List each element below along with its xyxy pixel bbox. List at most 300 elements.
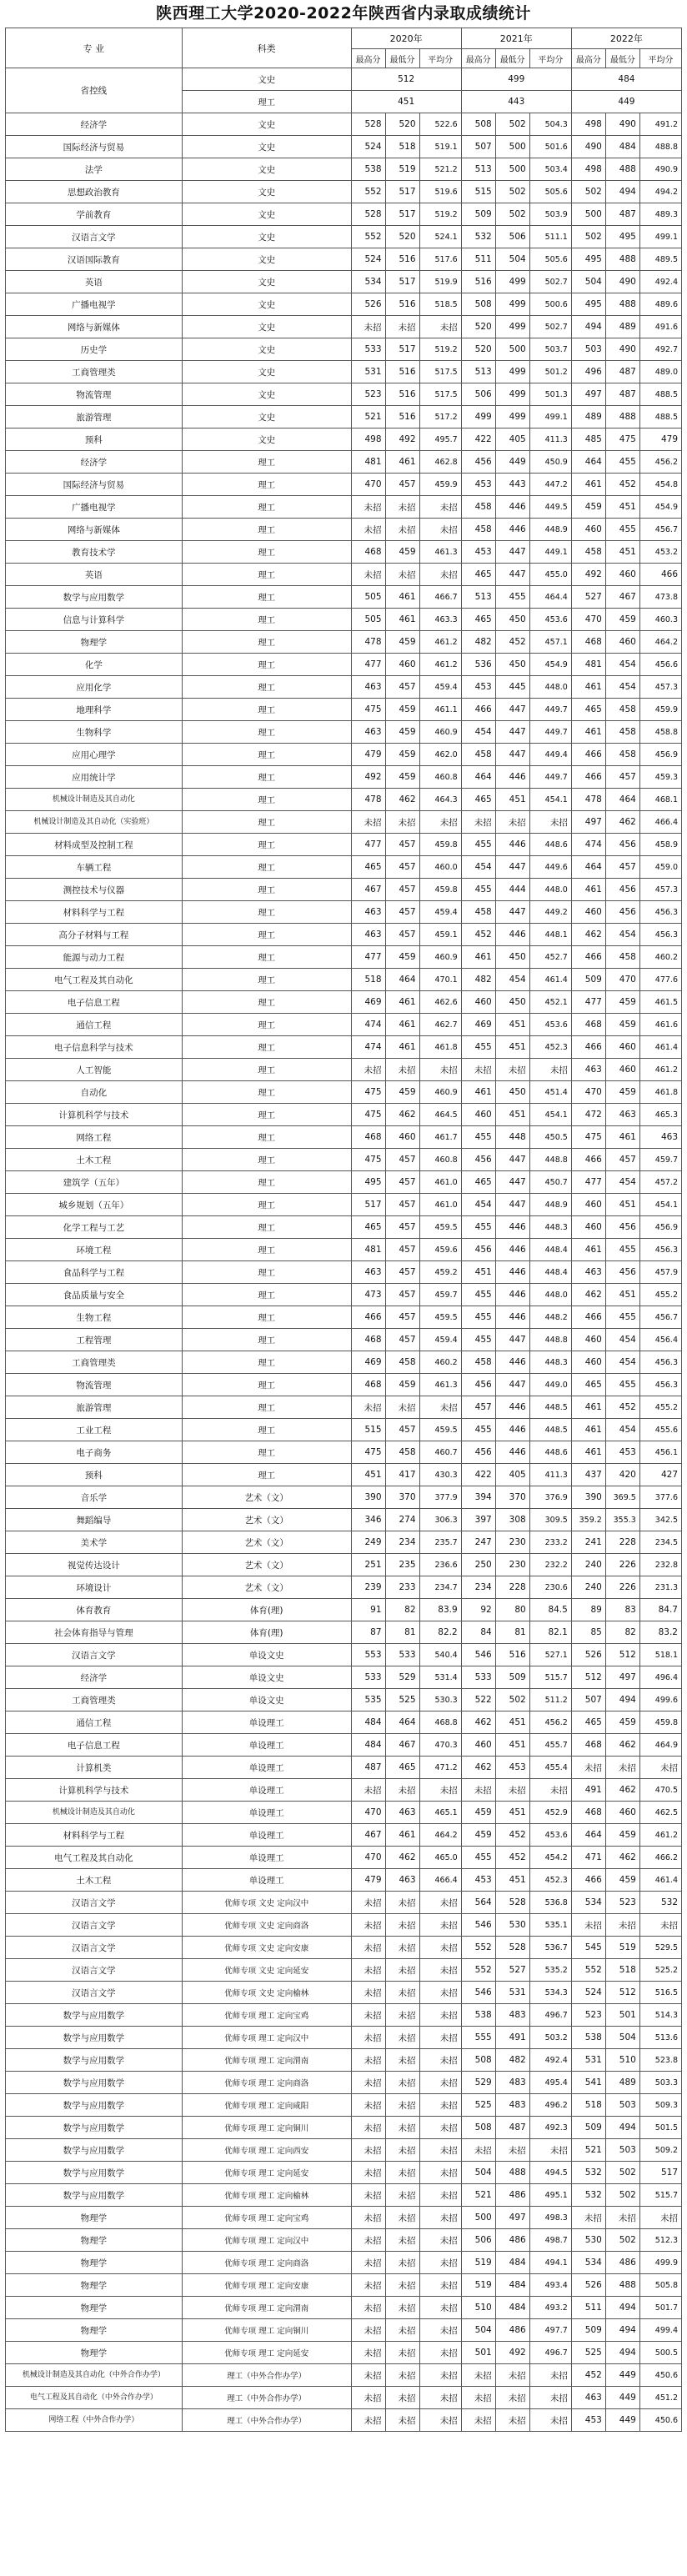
- cell-avg-2020: 459.8: [419, 879, 461, 901]
- cell-major: 电子信息工程: [6, 1734, 183, 1757]
- cell-min-2020: 457: [385, 1419, 419, 1441]
- cell-max-2021: 451: [461, 1261, 495, 1284]
- cell-major: 社会体育指导与管理: [6, 1621, 183, 1644]
- table-row: [6, 1126, 682, 1149]
- cell-max-2022: 465: [571, 699, 605, 721]
- cell-category: 理工: [182, 969, 351, 991]
- cell-avg-2021: 455.0: [529, 564, 571, 586]
- cell-avg-2021: 535.2: [529, 1959, 571, 1982]
- cell-min-2021: 447: [495, 1149, 529, 1171]
- cell-avg-2022: 456.6: [639, 654, 681, 676]
- cell-major: 工商管理类: [6, 361, 183, 383]
- cell-max-2022: 526: [571, 2274, 605, 2297]
- cell-max-2020: 484: [351, 1711, 385, 1734]
- cell-major: 历史学: [6, 338, 183, 361]
- cell-category: 理工: [182, 564, 351, 586]
- cell-category: 理工: [182, 1419, 351, 1441]
- cell-avg-2022: 454.1: [639, 1194, 681, 1216]
- cell-major: 物理学: [6, 2252, 183, 2274]
- cell-max-2020: 未招: [351, 2252, 385, 2274]
- cell-max-2021: 455: [461, 1216, 495, 1239]
- cell-avg-2022: 513.6: [639, 2027, 681, 2049]
- cell-category: 艺术（文）: [182, 1509, 351, 1531]
- table-row: [6, 451, 682, 474]
- cell-min-2021: 230: [495, 1531, 529, 1554]
- cell-max-2021: 未招: [461, 2364, 495, 2387]
- cell-category: 理工: [182, 631, 351, 654]
- cell-avg-2021: 448.9: [529, 1194, 571, 1216]
- cell-min-2021: 502: [495, 113, 529, 136]
- cell-major: 计算机科学与技术: [6, 1779, 183, 1802]
- cell-min-2020: 未招: [385, 1914, 419, 1937]
- cell-category: 理工: [182, 1284, 351, 1306]
- cell-avg-2020: 未招: [419, 496, 461, 519]
- cell-max-2021: 461: [461, 946, 495, 969]
- cell-min-2022: 460: [605, 1036, 639, 1059]
- cell-min-2020: 未招: [385, 2319, 419, 2342]
- cell-min-2022: 494: [605, 2342, 639, 2364]
- cell-major: 土木工程: [6, 1869, 183, 1892]
- cell-min-2021: 446: [495, 834, 529, 856]
- cell-avg-2022: 499.9: [639, 2252, 681, 2274]
- cell-avg-2021: 496.2: [529, 2094, 571, 2117]
- cell-avg-2022: 456.2: [639, 451, 681, 474]
- table-row: [6, 136, 682, 158]
- cell-min-2022: 512: [605, 1982, 639, 2004]
- cell-min-2021: 446: [495, 924, 529, 946]
- table-row: [6, 834, 682, 856]
- table-row: [6, 1171, 682, 1194]
- cell-max-2020: 465: [351, 1216, 385, 1239]
- cell-max-2020: 未招: [351, 2319, 385, 2342]
- cell-min-2020: 462: [385, 1104, 419, 1126]
- cell-min-2022: 490: [605, 338, 639, 361]
- cell-min-2022: 459: [605, 1711, 639, 1734]
- cell-max-2020: 534: [351, 271, 385, 293]
- cell-major: 舞蹈编导: [6, 1509, 183, 1531]
- cell-major: 通信工程: [6, 1711, 183, 1734]
- cell-min-2022: 494: [605, 2117, 639, 2139]
- cell-min-2020: 457: [385, 676, 419, 699]
- cell-min-2020: 461: [385, 1014, 419, 1036]
- cell-category: 优师专项 理工 定向宝鸡: [182, 2207, 351, 2229]
- cell-max-2020: 470: [351, 1847, 385, 1869]
- cell-category: 理工: [182, 991, 351, 1014]
- cell-max-2021: 462: [461, 1711, 495, 1734]
- cell-max-2020: 533: [351, 1666, 385, 1689]
- cell-category: 文史: [182, 428, 351, 451]
- cell-max-2022: 437: [571, 1464, 605, 1486]
- table-row: [6, 901, 682, 924]
- cell-major: 教育技术学: [6, 541, 183, 564]
- cell-avg-2020: 未招: [419, 564, 461, 586]
- cell-min-2020: 234: [385, 1531, 419, 1554]
- cell-category: 优师专项 理工 定向商洛: [182, 2072, 351, 2094]
- cell-major: 电气工程及其自动化（中外合作办学）: [6, 2387, 183, 2409]
- cell-max-2022: 241: [571, 1531, 605, 1554]
- cell-avg-2022: 456.3: [639, 1351, 681, 1374]
- cell-max-2022: 466: [571, 744, 605, 766]
- cell-max-2020: 531: [351, 361, 385, 383]
- cell-avg-2020: 519.6: [419, 181, 461, 203]
- cell-min-2021: 451: [495, 1014, 529, 1036]
- cell-avg-2020: 未招: [419, 316, 461, 338]
- cell-min-2020: 457: [385, 1239, 419, 1261]
- header-year-2022: 2022年: [571, 28, 681, 49]
- cell-avg-2021: 455.4: [529, 1757, 571, 1779]
- cell-avg-2022: 454.9: [639, 496, 681, 519]
- cell-avg-2020: 未招: [419, 1779, 461, 1802]
- cell-min-2021: 未招: [495, 2139, 529, 2162]
- cell-major: 机械设计制造及其自动化: [6, 789, 183, 811]
- cell-min-2020: 529: [385, 1666, 419, 1689]
- table-row: [6, 946, 682, 969]
- cell-max-2020: 475: [351, 699, 385, 721]
- cell-avg-2021: 411.3: [529, 1464, 571, 1486]
- cell-avg-2020: 461.3: [419, 541, 461, 564]
- cell-avg-2021: 454.1: [529, 789, 571, 811]
- cell-major: 城乡规划（五年）: [6, 1194, 183, 1216]
- header-min: 最低分: [605, 49, 639, 68]
- control-line-row: [6, 68, 682, 91]
- cell-min-2021: 486: [495, 2184, 529, 2207]
- cell-min-2022: 454: [605, 654, 639, 676]
- cell-min-2021: 228: [495, 1576, 529, 1599]
- cell-min-2020: 516: [385, 248, 419, 271]
- table-row: [6, 1531, 682, 1554]
- cell-min-2021: 506: [495, 226, 529, 248]
- cell-avg-2020: 未招: [419, 2297, 461, 2319]
- cell-category: 单设理工: [182, 1779, 351, 1802]
- cell-avg-2021: 376.9: [529, 1486, 571, 1509]
- cell-avg-2020: 460.7: [419, 1441, 461, 1464]
- table-row: [6, 248, 682, 271]
- cell-min-2021: 447: [495, 901, 529, 924]
- cell-major: 物理学: [6, 2229, 183, 2252]
- cell-major: 数学与应用数学: [6, 2004, 183, 2027]
- cell-avg-2021: 449.7: [529, 766, 571, 789]
- cell-avg-2020: 461.2: [419, 654, 461, 676]
- table-row: [6, 1802, 682, 1824]
- table-row: [6, 541, 682, 564]
- cell-max-2021: 455: [461, 879, 495, 901]
- cell-category: 理工: [182, 1441, 351, 1464]
- cell-category: 优师专项 理工 定向渭南: [182, 2297, 351, 2319]
- cell-min-2021: 447: [495, 541, 529, 564]
- cell-max-2022: 460: [571, 1194, 605, 1216]
- cell-min-2020: 517: [385, 203, 419, 226]
- table-row: [6, 1554, 682, 1576]
- cell-max-2020: 未招: [351, 2229, 385, 2252]
- cell-min-2022: 453: [605, 1441, 639, 1464]
- cell-category: 单设理工: [182, 1711, 351, 1734]
- cell-max-2020: 517: [351, 1194, 385, 1216]
- table-row: [6, 1284, 682, 1306]
- cell-max-2021: 未招: [461, 2139, 495, 2162]
- cell-avg-2021: 449.5: [529, 496, 571, 519]
- cell-min-2020: 516: [385, 383, 419, 406]
- cell-min-2022: 502: [605, 2184, 639, 2207]
- table-row: [6, 1959, 682, 1982]
- cell-max-2022: 524: [571, 1982, 605, 2004]
- cell-min-2021: 446: [495, 1306, 529, 1329]
- cell-avg-2022: 517: [639, 2162, 681, 2184]
- cell-max-2020: 481: [351, 451, 385, 474]
- table-row: [6, 1396, 682, 1419]
- cell-max-2021: 507: [461, 136, 495, 158]
- cell-avg-2022: 231.3: [639, 1576, 681, 1599]
- cell-min-2020: 未招: [385, 2139, 419, 2162]
- cell-avg-2021: 503.2: [529, 2027, 571, 2049]
- cell-avg-2020: 460.9: [419, 721, 461, 744]
- cell-category: 优师专项 理工 定向渭南: [182, 2049, 351, 2072]
- cell-min-2020: 533: [385, 1644, 419, 1666]
- cell-max-2021: 422: [461, 1464, 495, 1486]
- cell-avg-2020: 466.4: [419, 1869, 461, 1892]
- cell-max-2020: 470: [351, 1802, 385, 1824]
- cell-avg-2020: 466.7: [419, 586, 461, 609]
- cell-min-2021: 483: [495, 2072, 529, 2094]
- cell-max-2021: 511: [461, 248, 495, 271]
- cell-avg-2022: 464.2: [639, 631, 681, 654]
- cell-avg-2022: 468.1: [639, 789, 681, 811]
- cell-max-2022: 466: [571, 946, 605, 969]
- cell-avg-2021: 527.1: [529, 1644, 571, 1666]
- cell-max-2022: 460: [571, 901, 605, 924]
- cell-min-2020: 457: [385, 474, 419, 496]
- cell-min-2020: 457: [385, 901, 419, 924]
- cell-min-2022: 512: [605, 1644, 639, 1666]
- cell-max-2021: 519: [461, 2252, 495, 2274]
- cell-max-2021: 513: [461, 586, 495, 609]
- cell-min-2020: 457: [385, 1261, 419, 1284]
- cell-min-2020: 459: [385, 1081, 419, 1104]
- cell-major: 生物科学: [6, 721, 183, 744]
- table-row: [6, 1104, 682, 1126]
- cell-min-2020: 233: [385, 1576, 419, 1599]
- header-year-2020: 2020年: [351, 28, 461, 49]
- cell-max-2022: 466: [571, 766, 605, 789]
- cell-category: 理工: [182, 1194, 351, 1216]
- cell-avg-2021: 未招: [529, 2387, 571, 2409]
- cell-max-2020: 未招: [351, 2004, 385, 2027]
- cell-major: 广播电视学: [6, 496, 183, 519]
- table-row: [6, 1847, 682, 1869]
- control-line-2021: 499: [461, 68, 571, 91]
- cell-min-2020: 465: [385, 1757, 419, 1779]
- cell-min-2021: 444: [495, 879, 529, 901]
- cell-category: 理工: [182, 789, 351, 811]
- cell-major: 学前教育: [6, 203, 183, 226]
- cell-avg-2021: 505.6: [529, 181, 571, 203]
- cell-avg-2021: 503.9: [529, 203, 571, 226]
- cell-avg-2021: 452.3: [529, 1869, 571, 1892]
- cell-min-2021: 488: [495, 2162, 529, 2184]
- cell-max-2021: 234: [461, 1576, 495, 1599]
- cell-min-2021: 405: [495, 1464, 529, 1486]
- cell-min-2021: 447: [495, 1329, 529, 1351]
- cell-max-2021: 394: [461, 1486, 495, 1509]
- cell-max-2021: 453: [461, 676, 495, 699]
- table-row: [6, 383, 682, 406]
- cell-category: 理工: [182, 1104, 351, 1126]
- cell-major: 应用心理学: [6, 744, 183, 766]
- cell-avg-2020: 460.9: [419, 1081, 461, 1104]
- cell-major: 国际经济与贸易: [6, 474, 183, 496]
- cell-max-2022: 521: [571, 2139, 605, 2162]
- header-avg: 平均分: [529, 49, 571, 68]
- table-row: [6, 699, 682, 721]
- cell-category: 优师专项 文史 定向榆林: [182, 1982, 351, 2004]
- cell-max-2022: 511: [571, 2297, 605, 2319]
- cell-min-2021: 452: [495, 1824, 529, 1847]
- cell-max-2021: 453: [461, 474, 495, 496]
- cell-avg-2021: 452.3: [529, 1036, 571, 1059]
- cell-min-2021: 未招: [495, 1779, 529, 1802]
- cell-avg-2022: 525.2: [639, 1959, 681, 1982]
- cell-min-2021: 451: [495, 1734, 529, 1757]
- cell-major: 物理学: [6, 2319, 183, 2342]
- cell-max-2021: 464: [461, 766, 495, 789]
- cell-max-2022: 462: [571, 924, 605, 946]
- cell-max-2022: 463: [571, 1261, 605, 1284]
- cell-max-2021: 469: [461, 1014, 495, 1036]
- cell-avg-2022: 455.2: [639, 1284, 681, 1306]
- cell-max-2022: 509: [571, 2319, 605, 2342]
- cell-max-2021: 456: [461, 451, 495, 474]
- cell-max-2022: 507: [571, 1689, 605, 1711]
- cell-min-2020: 未招: [385, 1396, 419, 1419]
- cell-avg-2022: 458.9: [639, 834, 681, 856]
- cell-min-2022: 467: [605, 586, 639, 609]
- cell-major: 化学: [6, 654, 183, 676]
- cell-avg-2021: 505.6: [529, 248, 571, 271]
- table-row: [6, 519, 682, 541]
- cell-category: 理工: [182, 1374, 351, 1396]
- cell-major: 工业工程: [6, 1419, 183, 1441]
- cell-avg-2022: 456.3: [639, 1239, 681, 1261]
- cell-max-2022: 89: [571, 1599, 605, 1621]
- table-row: [6, 1892, 682, 1914]
- cell-avg-2021: 453.6: [529, 1824, 571, 1847]
- score-table: [5, 28, 682, 2432]
- cell-avg-2021: 495.4: [529, 2072, 571, 2094]
- control-line-category: 理工: [182, 91, 351, 113]
- cell-category: 理工: [182, 766, 351, 789]
- cell-avg-2020: 未招: [419, 2319, 461, 2342]
- cell-max-2022: 489: [571, 406, 605, 428]
- cell-category: 文史: [182, 158, 351, 181]
- cell-avg-2020: 459.4: [419, 676, 461, 699]
- cell-avg-2020: 540.4: [419, 1644, 461, 1666]
- cell-major: 旅游管理: [6, 1396, 183, 1419]
- cell-avg-2021: 84.5: [529, 1599, 571, 1621]
- cell-max-2020: 524: [351, 248, 385, 271]
- cell-category: 单设文史: [182, 1644, 351, 1666]
- cell-min-2022: 455: [605, 519, 639, 541]
- cell-min-2020: 517: [385, 181, 419, 203]
- cell-avg-2022: 461.2: [639, 1824, 681, 1847]
- table-row: [6, 203, 682, 226]
- cell-avg-2021: 449.7: [529, 721, 571, 744]
- cell-max-2021: 482: [461, 631, 495, 654]
- cell-major: 思想政治教育: [6, 181, 183, 203]
- cell-major: 车辆工程: [6, 856, 183, 879]
- cell-max-2021: 455: [461, 1126, 495, 1149]
- cell-avg-2022: 456.4: [639, 1329, 681, 1351]
- cell-max-2020: 475: [351, 1149, 385, 1171]
- cell-min-2020: 518: [385, 136, 419, 158]
- cell-major: 机械设计制造及其自动化（中外合作办学）: [6, 2364, 183, 2387]
- cell-max-2021: 455: [461, 1284, 495, 1306]
- cell-max-2022: 532: [571, 2162, 605, 2184]
- cell-category: 艺术（文）: [182, 1554, 351, 1576]
- cell-avg-2022: 500.5: [639, 2342, 681, 2364]
- cell-min-2022: 502: [605, 2229, 639, 2252]
- cell-avg-2022: 455.6: [639, 1419, 681, 1441]
- cell-avg-2021: 232.2: [529, 1554, 571, 1576]
- cell-major: 网络工程: [6, 1126, 183, 1149]
- table-row: [6, 1779, 682, 1802]
- cell-min-2021: 446: [495, 519, 529, 541]
- cell-max-2021: 529: [461, 2072, 495, 2094]
- cell-min-2022: 462: [605, 811, 639, 834]
- cell-min-2021: 499: [495, 361, 529, 383]
- cell-min-2021: 446: [495, 1239, 529, 1261]
- cell-avg-2020: 未招: [419, 2387, 461, 2409]
- cell-max-2022: 523: [571, 2004, 605, 2027]
- header-major: 专 业: [6, 28, 183, 68]
- cell-min-2020: 未招: [385, 2162, 419, 2184]
- cell-min-2022: 452: [605, 474, 639, 496]
- cell-max-2022: 240: [571, 1554, 605, 1576]
- cell-avg-2022: 509.2: [639, 2139, 681, 2162]
- cell-min-2022: 454: [605, 924, 639, 946]
- cell-max-2021: 508: [461, 2117, 495, 2139]
- cell-max-2020: 未招: [351, 2409, 385, 2432]
- cell-max-2020: 未招: [351, 2162, 385, 2184]
- cell-max-2021: 521: [461, 2184, 495, 2207]
- cell-category: 理工: [182, 834, 351, 856]
- cell-max-2022: 468: [571, 1734, 605, 1757]
- cell-avg-2020: 470.1: [419, 969, 461, 991]
- cell-category: 理工: [182, 744, 351, 766]
- cell-major: 体育教育: [6, 1599, 183, 1621]
- cell-max-2022: 未招: [571, 1914, 605, 1937]
- cell-avg-2021: 未招: [529, 2139, 571, 2162]
- cell-max-2021: 456: [461, 1239, 495, 1261]
- cell-max-2021: 247: [461, 1531, 495, 1554]
- cell-major: 计算机科学与技术: [6, 1104, 183, 1126]
- cell-min-2022: 488: [605, 406, 639, 428]
- cell-max-2021: 519: [461, 2274, 495, 2297]
- cell-avg-2020: 未招: [419, 2094, 461, 2117]
- cell-min-2020: 457: [385, 1329, 419, 1351]
- cell-min-2020: 461: [385, 451, 419, 474]
- cell-min-2020: 461: [385, 1036, 419, 1059]
- cell-max-2020: 478: [351, 631, 385, 654]
- cell-category: 优师专项 理工 定向铜川: [182, 2319, 351, 2342]
- cell-avg-2021: 501.2: [529, 361, 571, 383]
- cell-max-2020: 未招: [351, 2139, 385, 2162]
- cell-major: 建筑学（五年）: [6, 1171, 183, 1194]
- cell-avg-2022: 488.5: [639, 406, 681, 428]
- cell-category: 理工: [182, 1149, 351, 1171]
- cell-avg-2020: 306.3: [419, 1509, 461, 1531]
- cell-max-2022: 466: [571, 1036, 605, 1059]
- cell-max-2021: 460: [461, 1734, 495, 1757]
- cell-min-2020: 459: [385, 1374, 419, 1396]
